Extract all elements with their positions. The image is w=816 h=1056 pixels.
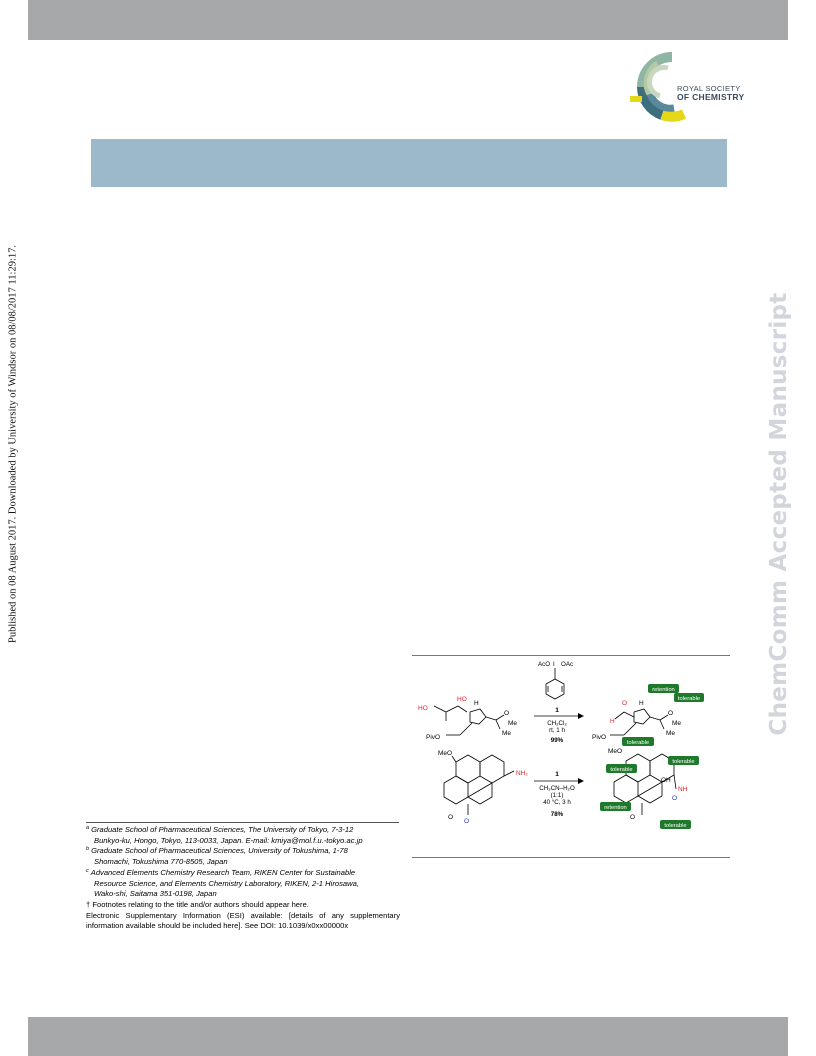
svg-text:O: O [630,814,636,821]
svg-text:retention: retention [652,687,675,693]
logo-line-2: OF CHEMISTRY [677,92,745,102]
rsc-logo-text [677,84,745,102]
svg-text:1: 1 [555,771,559,778]
affiliation-b-cont: Shomachi, Tokushima 770-8505, Japan [94,857,228,867]
svg-text:O: O [672,795,678,802]
svg-text:PivO: PivO [426,734,441,741]
svg-text:1: 1 [555,707,559,714]
svg-text:tolerable: tolerable [677,696,701,702]
footnote-rule [86,822,399,823]
svg-text:NH₂: NH₂ [516,770,528,777]
affiliation-c-cont: Resource Science, and Elements Chemistry Laboratory, RIKEN, 2-1 Hirosawa, [94,878,359,888]
logo-line-1: ROYAL SOCIETY [677,84,741,93]
esi-footnote: Electronic Supplementary Information (ESI) available: [details of any supplementary information available should be included here]. See DOI: 10.1039/x0xx00000x [86,910,400,931]
svg-text:Me: Me [672,720,682,727]
affiliation-c-cont2: Wako-shi, Saitama 351-0198, Japan [94,889,217,899]
svg-text:40 °C, 3 h: 40 °C, 3 h [543,799,571,806]
svg-text:99%: 99% [550,737,564,744]
svg-text:(1:1): (1:1) [550,792,564,799]
svg-text:HO: HO [418,705,428,712]
svg-text:Me: Me [502,730,512,737]
svg-text:rt, 1 h: rt, 1 h [549,727,565,734]
svg-text:tolerable: tolerable [672,759,695,765]
svg-text:H: H [639,700,644,707]
svg-text:H: H [610,718,615,725]
reaction-scheme [412,657,730,855]
svg-text:MeO: MeO [608,748,623,755]
svg-text:O: O [464,818,470,825]
svg-text:tolerable: tolerable [626,740,650,746]
svg-text:CH₂Cl₂: CH₂Cl₂ [547,720,567,727]
svg-text:78%: 78% [550,811,564,818]
svg-text:Me: Me [508,720,518,727]
svg-text:O: O [504,710,510,717]
title-band [91,139,727,187]
svg-text:H: H [474,700,479,707]
publication-stamp: Published on 08 August 2017. Downloaded by University of Windsor on 08/08/2017 11:29:17. [7,245,19,643]
footer-bar [28,1017,788,1056]
svg-text:CH₃CN–H₂O: CH₃CN–H₂O [539,785,575,792]
affiliation-a: $^a$ Graduate School of Pharmaceutical Sciences, The University of Tokyo, 7-3-12 [86,825,354,834]
accepted-manuscript-watermark: ChemComm Accepted Manuscript [766,292,792,736]
scheme-bottom-rule [412,857,730,858]
svg-text:OAc: OAc [561,661,574,668]
svg-text:O: O [668,710,674,717]
scheme-top-rule [412,655,730,656]
svg-text:NH: NH [678,786,688,793]
svg-text:MeO: MeO [438,750,453,757]
svg-text:OH: OH [661,777,671,784]
svg-text:O: O [622,700,628,707]
svg-text:I: I [553,661,555,668]
footnotes [86,825,400,932]
affiliation-c: $^c$ Advanced Elements Chemistry Research Team, RIKEN Center for Sustainable [86,867,356,877]
svg-text:HO: HO [457,696,467,703]
svg-text:retention: retention [604,805,627,811]
header-bar [28,0,788,40]
svg-text:tolerable: tolerable [664,823,687,829]
svg-text:tolerable: tolerable [610,767,633,773]
dagger-footnote: † Footnotes relating to the title and/or authors should appear here. [86,899,309,909]
svg-text:PivO: PivO [592,734,607,741]
svg-text:O: O [448,814,454,821]
affiliation-a-cont: Bunkyo-ku, Hongo, Tokyo, 113-0033, Japan. E-mail: kmiya@mol.f.u.-tokyo.ac.jp [94,835,363,845]
svg-text:AcO: AcO [538,661,551,668]
affiliation-b: $^b$ Graduate School of Pharmaceutical Sciences, University of Tokushima, 1-78 [86,846,348,856]
svg-text:Me: Me [666,730,676,737]
